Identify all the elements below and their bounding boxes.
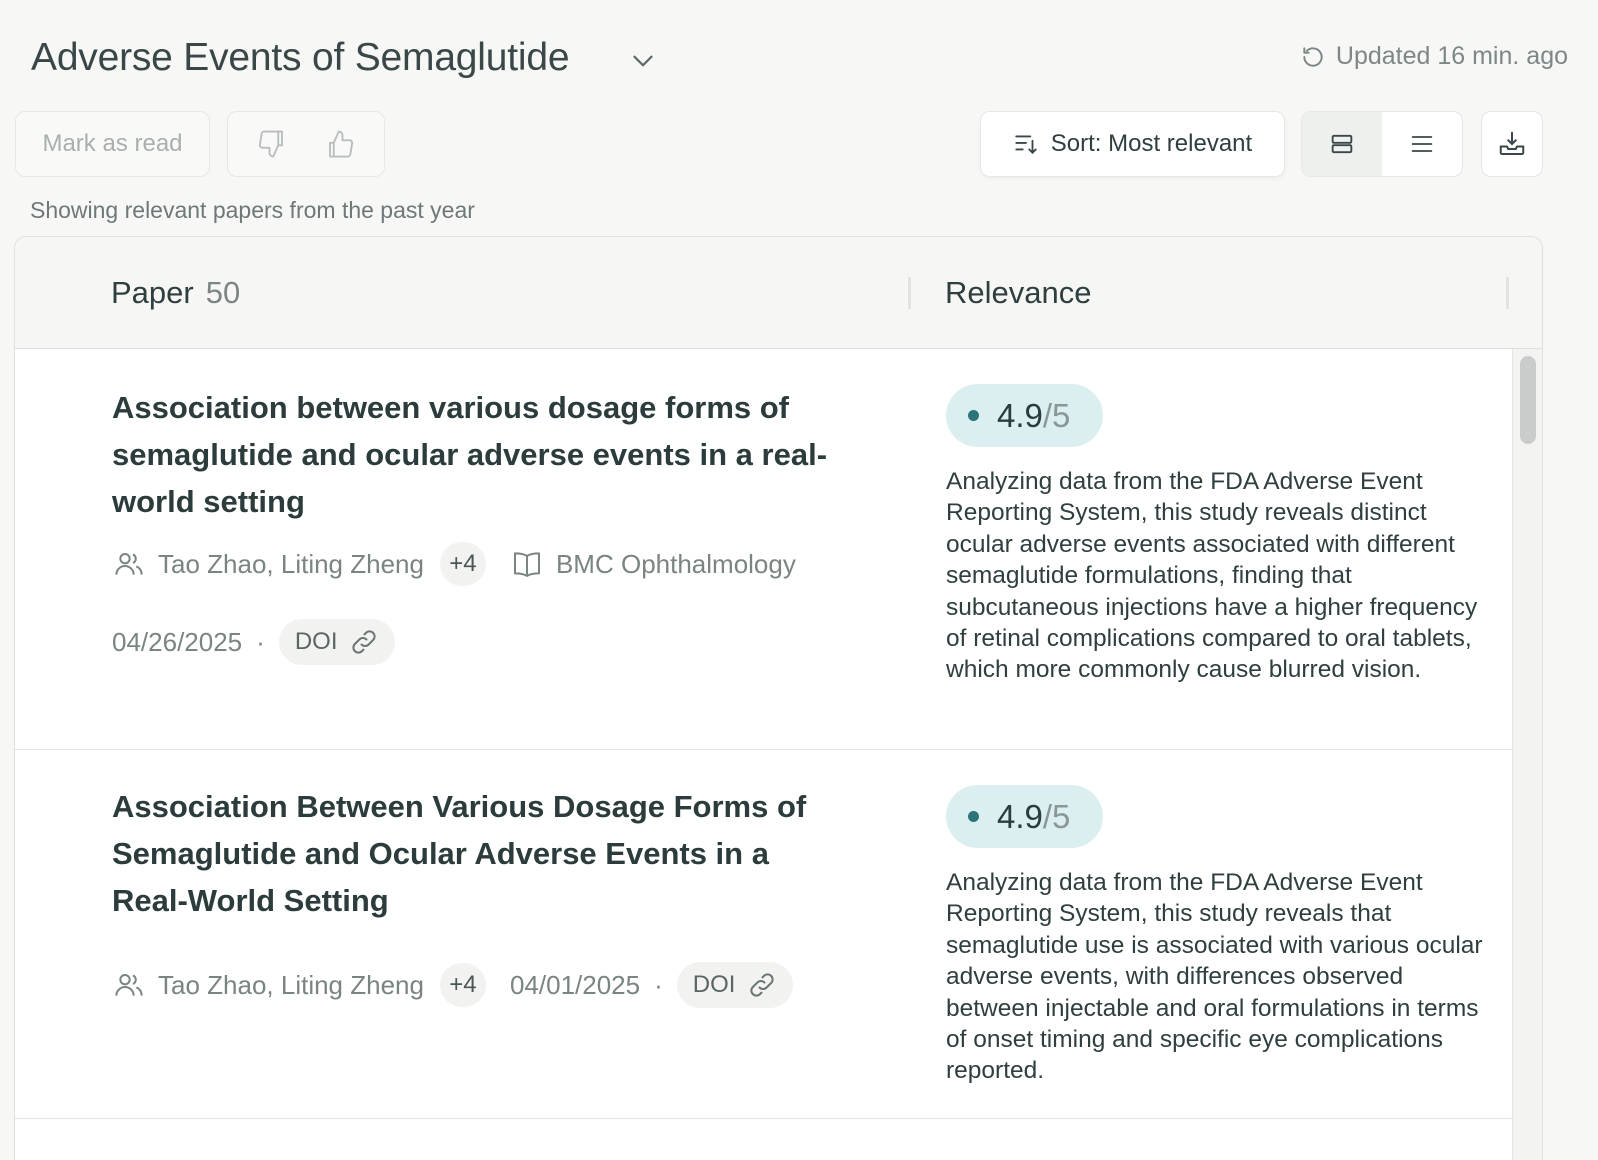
card-view-icon[interactable]: [1302, 112, 1382, 176]
paper-date: 04/26/2025: [112, 626, 243, 657]
relevance-summary: Analyzing data from the FDA Adverse Event Reporting System, this study reveals distinct ocular adverse events associated with different semaglutide formulations, finding that subcutaneous injections have a higher frequency of retinal complications compared to oral tablets, which more commonly cause blurred vision.: [946, 468, 1478, 684]
score-dot: [968, 811, 979, 822]
doi-label: DOI: [692, 971, 736, 998]
table-header: [15, 237, 1542, 349]
paper-meta: [112, 542, 796, 586]
book-icon: [510, 547, 544, 581]
refresh-icon: [1300, 44, 1326, 70]
paper-journal: BMC Ophthalmology: [555, 548, 796, 579]
separator-dot: ·: [654, 969, 663, 1000]
header: [31, 30, 1568, 86]
column-header-relevance[interactable]: Relevance: [945, 275, 1092, 310]
download-icon: [1497, 129, 1527, 159]
table-row[interactable]: [15, 349, 1512, 750]
paper-authors: Tao Zhao, Liting Zheng: [158, 548, 424, 579]
score-value: 4.9: [997, 396, 1043, 434]
paper-title[interactable]: Association Between Various Dosage Forms of Semaglutide and Ocular Adverse Events in a Real-World Setting: [112, 789, 807, 918]
column-resize-handle[interactable]: [908, 277, 911, 309]
scrollbar-thumb[interactable]: [1520, 356, 1536, 444]
paper-meta: [112, 963, 793, 1007]
sort-button[interactable]: [980, 111, 1285, 177]
paper-title[interactable]: Association between various dosage forms of semaglutide and ocular adverse events in a real-world setting: [112, 390, 828, 519]
separator-dot: ·: [256, 626, 265, 657]
updated-text: Updated 16 min. ago: [1335, 42, 1568, 70]
more-authors-badge[interactable]: +4: [440, 542, 486, 586]
paper-meta-date: [112, 620, 395, 664]
sort-icon: [1013, 131, 1039, 157]
download-button[interactable]: [1481, 111, 1543, 177]
score-dot: [968, 410, 979, 421]
column-resize-handle[interactable]: [1506, 277, 1509, 309]
thumbs-up-icon[interactable]: [310, 114, 370, 174]
more-authors-badge[interactable]: +4: [440, 963, 486, 1007]
papers-table: [14, 236, 1543, 1160]
paper-authors: Tao Zhao, Liting Zheng: [158, 969, 424, 1000]
column-header-paper[interactable]: [111, 275, 240, 311]
score-value: 4.9: [997, 797, 1043, 835]
doi-link[interactable]: [677, 962, 794, 1008]
doi-label: DOI: [294, 628, 338, 655]
thumbs-down-icon[interactable]: [242, 114, 302, 174]
link-icon: [349, 627, 379, 657]
relevance-score-badge: [946, 785, 1103, 848]
scrollbar[interactable]: [1512, 349, 1543, 1160]
doi-link[interactable]: [279, 619, 396, 665]
paper-count: 50: [205, 275, 241, 310]
relevance-score-badge: [946, 384, 1103, 447]
page-title: Adverse Events of Semaglutide: [31, 36, 570, 79]
people-icon: [112, 968, 146, 1002]
score-max: /5: [1042, 396, 1071, 434]
view-toggle: [1301, 111, 1463, 177]
paper-date: 04/01/2025: [509, 969, 641, 1000]
column-paper-label: Paper: [111, 275, 194, 310]
results-subtitle: Showing relevant papers from the past year: [30, 197, 475, 223]
chevron-down-icon[interactable]: [626, 44, 660, 78]
table-row[interactable]: [15, 750, 1512, 1119]
feedback-buttons: [227, 111, 385, 177]
toolbar: [15, 111, 1583, 177]
mark-as-read-button[interactable]: Mark as read: [15, 111, 210, 177]
sort-label: Sort: Most relevant: [1050, 130, 1253, 157]
link-icon: [747, 970, 777, 1000]
updated-status: [1300, 42, 1568, 71]
relevance-summary: Analyzing data from the FDA Adverse Event Reporting System, this study reveals that semaglutide use is associated with various ocular adverse events, with differences observed between injectable and oral formulations in terms of onset timing and specific eye complications reported.: [946, 869, 1483, 1085]
table-row[interactable]: [15, 1119, 1512, 1160]
score-max: /5: [1042, 797, 1071, 835]
list-view-icon[interactable]: [1382, 112, 1462, 176]
people-icon: [112, 547, 146, 581]
